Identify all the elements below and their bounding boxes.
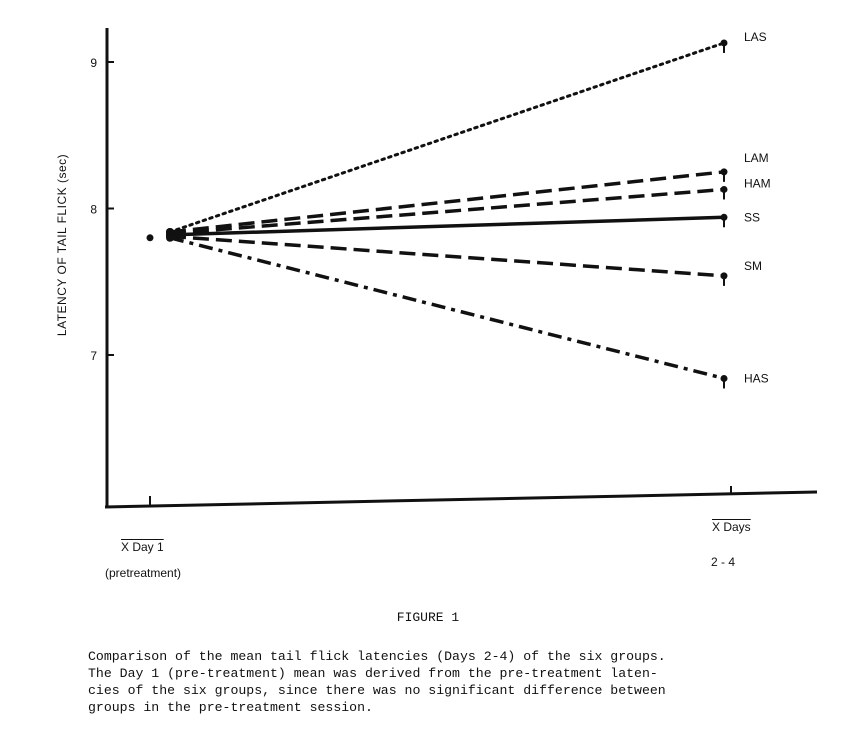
x-axis-line [105,492,817,507]
y-axis-title: LATENCY OF TAIL FLICK (sec) [55,153,69,337]
x-category-days-sublabel: 2 - 4 [711,555,736,569]
caption-line: The Day 1 (pre-treatment) mean was derived from the pre-treatment laten- [88,666,658,681]
series-labels [744,30,771,385]
series-label-ham: HAM [744,176,771,191]
series-label-sm: SM [744,258,762,273]
series-label-las: LAS [744,29,767,44]
y-tick-label: 7 [90,349,97,363]
x-category-day1-label: X Day 1 [121,540,164,554]
series-start-point-has [166,234,174,242]
series-line-sm [170,236,724,276]
x-category-day1-sublabel: (pretreatment) [105,566,182,580]
x-category-days [712,520,751,534]
x-category-day1 [121,540,164,554]
caption-line: groups in the pre-treatment session. [88,700,373,715]
series-line-lam [170,172,724,232]
x-category-days-sub [711,555,735,569]
series-label-ss: SS [744,210,761,225]
y-tick-label: 8 [90,202,97,217]
series-label-has: HAS [744,371,769,386]
x-category-day1-sub [105,566,181,580]
series-label-lam: LAM [744,150,769,165]
figure-title: FIGURE 1 [396,610,460,625]
y-ticks [90,56,114,363]
figure-caption [88,648,788,716]
day1-mean-point [147,234,154,241]
y-tick-label: 9 [90,56,97,70]
series-line-has [170,238,724,379]
axes [105,28,817,508]
caption-line: Comparison of the mean tail flick latencies (Days 2-4) of the six groups. [88,649,666,664]
caption-line: cies of the six groups, since there was no significant difference between [88,683,666,698]
x-category-days-label: X Days [712,520,751,534]
series-lines [170,43,724,378]
